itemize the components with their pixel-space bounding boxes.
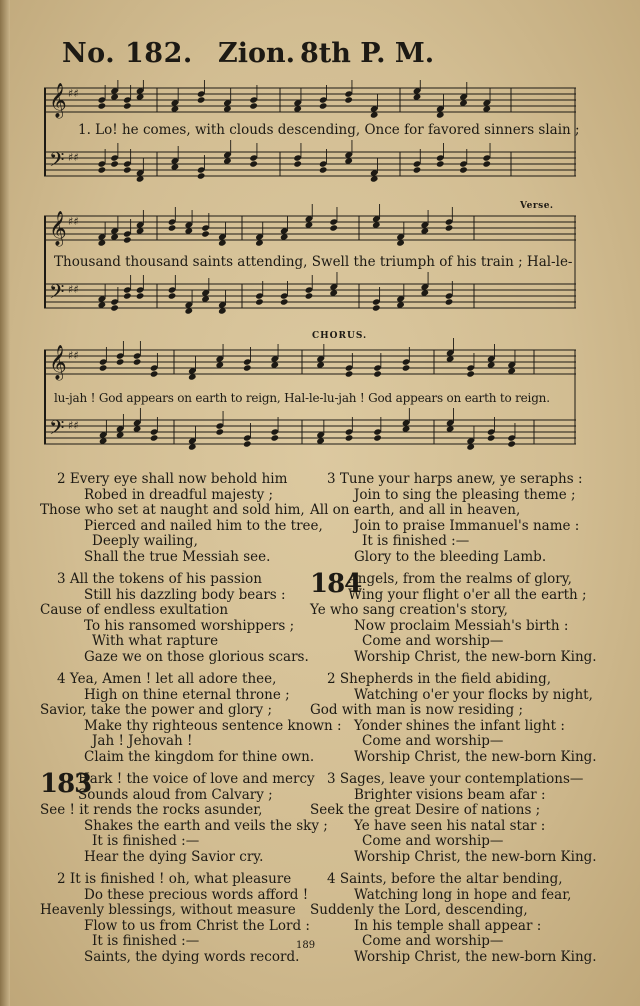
verse-line: 2 It is finished ! oh, what pleasure	[57, 871, 292, 887]
stanza	[310, 472, 585, 565]
note-head	[123, 166, 132, 173]
verse-line: Yonder shines the infant light :	[354, 717, 565, 734]
lyric-line-2: Thousand thousand saints attending, Swell the triumph of his train ; Hal-le-	[54, 254, 573, 270]
stanza	[40, 872, 310, 965]
treble-clef-icon: 𝄞	[49, 211, 67, 246]
stanza	[40, 471, 323, 565]
bass-clef-icon: 𝄢	[49, 148, 65, 176]
verse-line: Robed in dreadful majesty ;	[84, 486, 274, 503]
sharp-icon: ♯♯	[68, 215, 79, 228]
verse-line: 2 Every eye shall now behold him	[57, 471, 288, 487]
verse-line: See ! it rends the rocks asunder,	[40, 802, 263, 818]
verse-line: High on thine eternal throne ;	[84, 686, 290, 703]
note-head	[98, 166, 107, 173]
verse-line: Those who set at naught and sold him,	[40, 502, 305, 518]
verse-line: Come and worship—	[362, 633, 504, 649]
note-head	[482, 160, 491, 167]
note-head	[150, 370, 159, 377]
note-head	[413, 166, 422, 173]
note-head	[329, 224, 338, 231]
verse-line: 4 Saints, before the altar bending,	[327, 871, 563, 887]
page-number: 189	[296, 940, 316, 951]
right-text-column	[310, 471, 597, 972]
note-head	[201, 230, 210, 237]
note-head	[110, 304, 119, 311]
verse-line: Savior, take the power and glory ;	[40, 702, 272, 718]
verse-line: Worship Christ, the new-born King.	[354, 948, 597, 965]
verse-line: 3 Sages, leave your contemplations—	[327, 771, 584, 787]
note-head	[197, 96, 206, 103]
stanza	[310, 871, 597, 965]
note-head	[123, 102, 132, 109]
verse-line: Glory to the bleeding Lamb.	[354, 548, 547, 565]
verse-line: Watching o'er your flocks by night,	[354, 686, 593, 703]
verse-line: Do these precious words afford !	[84, 886, 309, 903]
page-binding-edge	[0, 0, 10, 1006]
verse-line: Saints, the dying words record.	[84, 948, 300, 965]
stanza	[310, 671, 597, 765]
tune-name: Zion.	[218, 38, 296, 69]
verse-marking: Verse.	[520, 201, 554, 211]
note-head	[110, 160, 119, 167]
verse-line: Claim the kingdom for thine own.	[84, 748, 315, 765]
verse-line: Shakes the earth and veils the sky ;	[84, 817, 328, 834]
note-head	[136, 292, 145, 299]
verse-line: Join to praise Immanuel's name :	[354, 517, 580, 534]
verse-line: Hark ! the voice of love and mercy 183	[40, 769, 315, 799]
verse-line: Flow to us from Christ the Lord :	[84, 917, 310, 934]
verse-line: Suddenly the Lord, descending,	[310, 902, 528, 918]
lyric-line-3: lu-jah ! God appears on earth to reign, Hal-le-lu-jah ! God appears on earth to reign.	[54, 391, 550, 405]
verse-line: Ye who sang creation's story,	[310, 602, 508, 618]
note-head	[280, 298, 289, 305]
note-head	[344, 96, 353, 103]
verse-line: To his ransomed worshippers ;	[84, 617, 295, 634]
verse-line: 3 Tune your harps anew, ye seraphs :	[327, 471, 583, 487]
verse-line: Make thy righteous sentence known :	[84, 717, 342, 734]
verse-line: Brighter visions beam afar :	[354, 786, 546, 803]
note-head	[445, 224, 454, 231]
verse-line: Now proclaim Messiah's birth :	[354, 617, 569, 634]
note-head	[402, 364, 411, 371]
note-head	[123, 292, 132, 299]
verse-line: Deeply wailing,	[92, 533, 198, 549]
hymn-number-large: 183	[40, 769, 92, 799]
verse-line: Join to sing the pleasing theme ;	[354, 486, 576, 503]
note-head	[197, 172, 206, 179]
verse-line: Wing your flight o'er all the earth ;	[348, 586, 587, 603]
note-head	[293, 160, 302, 167]
note-head	[215, 428, 224, 435]
note-head	[319, 166, 328, 173]
verse-line: Seek the great Desire of nations ;	[310, 802, 541, 818]
verse-line: Shall the true Messiah see.	[84, 548, 271, 565]
chorus-marking: CHORUS.	[312, 331, 368, 341]
sharp-icon: ♯♯	[68, 87, 79, 100]
lyric-line-1: 1. Lo! he comes, with clouds descending, Once for favored sinners slain ;	[78, 122, 580, 138]
verse-line: In his temple shall appear :	[354, 917, 542, 934]
note-head	[373, 434, 382, 441]
verse-line: Heavenly blessings, without measure	[40, 902, 296, 918]
sharp-icon: ♯♯	[68, 283, 79, 296]
note-head	[305, 292, 314, 299]
verse-line: Worship Christ, the new-born King.	[354, 848, 597, 865]
note-head	[249, 160, 258, 167]
verse-line: All on earth, and all in heaven,	[310, 502, 521, 518]
note-head	[249, 102, 258, 109]
hymn-number-large: 184	[310, 569, 362, 599]
note-head	[123, 236, 132, 243]
verse-line: Worship Christ, the new-born King.	[354, 748, 597, 765]
music-system-1	[44, 80, 580, 190]
verse-line: God with man is now residing ;	[310, 702, 523, 718]
note-head	[255, 298, 264, 305]
stanza	[310, 771, 597, 865]
note-head	[99, 364, 108, 371]
note-head	[98, 102, 107, 109]
verse-line: Hear the dying Savior cry.	[84, 848, 264, 865]
stanza	[40, 671, 342, 765]
note-head	[345, 434, 354, 441]
sharp-icon: ♯♯	[68, 419, 79, 432]
verse-line: 3 All the tokens of his passion	[57, 571, 262, 587]
verse-line: 4 Yea, Amen ! let all adore thee,	[57, 671, 277, 687]
hymn-title-row	[62, 38, 582, 78]
stanza	[40, 572, 310, 665]
note-head	[487, 434, 496, 441]
verse-line: Still his dazzling body bears :	[84, 586, 286, 603]
verse-line: Come and worship—	[362, 833, 504, 849]
verse-line: 2 Shepherds in the field abiding,	[327, 671, 551, 687]
sharp-icon: ♯♯	[68, 349, 79, 362]
verse-line: Watching long in hope and fear,	[354, 886, 572, 903]
treble-clef-icon: 𝄞	[49, 83, 67, 118]
sharp-icon: ♯♯	[68, 151, 79, 164]
hymn-number: No. 182.	[62, 38, 193, 69]
stanza	[310, 569, 597, 665]
note-head	[243, 440, 252, 447]
verse-line: Come and worship—	[362, 733, 504, 749]
note-head	[345, 370, 354, 377]
verse-line: Jah ! Jehovah !	[92, 733, 193, 749]
music-system-3	[44, 330, 576, 465]
note-head	[243, 364, 252, 371]
bass-clef-icon: 𝄢	[49, 280, 65, 308]
note-head	[150, 434, 159, 441]
note-head	[270, 434, 279, 441]
verse-line: Come and worship—	[362, 933, 504, 949]
note-head	[116, 358, 125, 365]
verse-line: Gaze we on those glorious scars.	[84, 648, 309, 665]
verse-line: Cause of endless exultation	[40, 602, 229, 618]
verse-line: It is finished :—	[92, 833, 200, 849]
bass-clef-icon: 𝄢	[49, 416, 65, 444]
verse-line: It is finished :—	[362, 533, 470, 549]
verse-line: Sounds aloud from Calvary ;	[78, 786, 273, 803]
verse-line: It is finished :—	[92, 933, 200, 949]
verse-line: Ye have seen his natal star :	[354, 817, 546, 834]
note-head	[372, 304, 381, 311]
verse-line: Worship Christ, the new-born King.	[354, 648, 597, 665]
note-head	[445, 298, 454, 305]
verse-line: Angels, from the realms of glory, 184	[310, 569, 572, 599]
note-head	[133, 358, 142, 365]
note-head	[168, 292, 177, 299]
note-head	[319, 102, 328, 109]
music-system-2	[44, 200, 576, 318]
treble-clef-icon: 𝄞	[49, 345, 67, 380]
note-head	[168, 224, 177, 231]
note-head	[436, 160, 445, 167]
note-head	[459, 166, 468, 173]
stanza	[40, 769, 328, 865]
verse-line: With what rapture	[92, 633, 219, 649]
note-head	[373, 370, 382, 377]
meter: 8th P. M.	[300, 38, 435, 69]
note-head	[466, 370, 475, 377]
verse-line: Pierced and nailed him to the tree,	[84, 517, 323, 534]
note-head	[507, 440, 516, 447]
